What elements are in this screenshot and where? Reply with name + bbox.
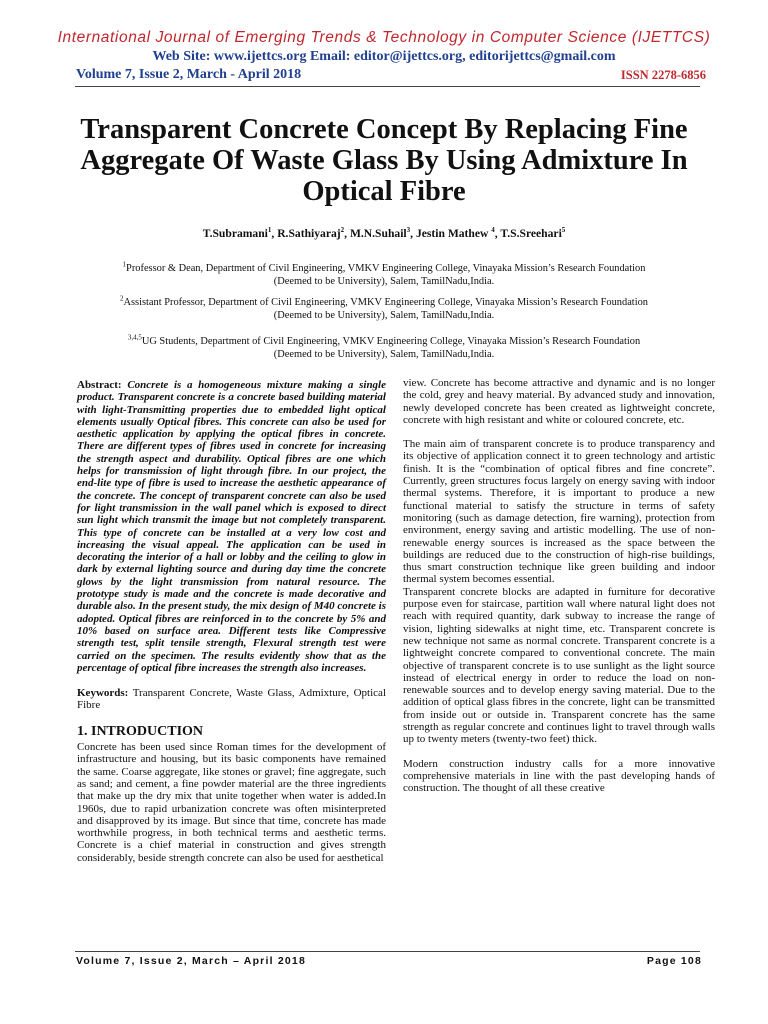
- author-sup: 1: [267, 226, 272, 235]
- author-name: T.Subramani: [202, 227, 268, 240]
- author-name: R.Sathiyaraj: [277, 227, 341, 240]
- affiliation-text-line2: (Deemed to be University), Salem, TamilNadu,India.: [273, 310, 495, 321]
- journal-website: Web Site: www.ijettcs.org Email: editor@ijettcs.org, editorijettcs@gmail.com: [152, 49, 616, 64]
- footer-rule: [75, 951, 700, 952]
- journal-name: International Journal of Emerging Trends & Technology in Computer Science (IJETTCS): [57, 29, 711, 46]
- body-paragraph: The main aim of transparent concrete is to produce transparency and its objective of application connect it to green technology and artistic finish. It is the “combination of optical fibres and fine concrete”. Currently, green structures focus largely on energy saving with indoor thermal systems. Therefore, it is important to produce a new functional material to satisfy the structure in terms of safety monitoring (such as damage detection, fire warning), protection from environment, energy saving and artistic modelling. The use of non- renewable energy sources is increased as the space between the buildings are reduced due to the construction of high-rise buildings, thus smart construction technique like green building and indoor thermal system becomes essential.: [403, 438, 715, 586]
- author-sup: 5: [561, 226, 566, 235]
- page-number: Page 108: [646, 955, 702, 967]
- issn: ISSN 2278-6856: [620, 68, 706, 82]
- author-sup: 3: [406, 226, 411, 235]
- affiliation-sup: 2: [120, 294, 124, 303]
- left-column: [77, 379, 386, 864]
- affiliation: [80, 296, 688, 322]
- keywords-text: Transparent Concrete, Waste Glass, Admixture, Optical Fibre: [77, 687, 386, 712]
- author-name: T.S.Sreehari: [500, 227, 562, 240]
- affiliation: [80, 262, 688, 288]
- right-column: [403, 377, 715, 795]
- author-sup: 2: [340, 226, 345, 235]
- author-sup: 4: [491, 226, 495, 235]
- author-list: T.Subramani$^1$, R.Sathiyaraj$^2$, M.N.Suhail$^3$, Jestin Mathew $^4$, T.S.Sreehari$^5$: [202, 226, 566, 240]
- keywords: [77, 687, 386, 712]
- intro-paragraph: Concrete has been used since Roman times for the development of infrastructure and housing, but its basic components have remained the same. Coarse aggregate, like stones or gravel; fine aggregate, such as sand; and cement, a fine powder material are the three ingredients that make up the dry mix that unite together when water is added.In 1960s, due to rapid urbanization concrete was often misinterpreted and disapproved by its image. But since that time, concrete has made worthwhile progress, in both technical terms and aesthetic terms. Concrete is a chief material in construction and gives strength considerably, beside strength concrete can also be used for aesthetical: [77, 741, 386, 864]
- keywords-label: Keywords:: [77, 687, 129, 700]
- affiliation-sup: 3,4,5: [127, 333, 142, 342]
- body-paragraph: Transparent concrete blocks are adapted in furniture for decorative purpose even for staircase, partition wall where natural light does not reach with required quantity, dark subway to increase the range of vision, lighting sidewalks at night time, etc. Transparent concrete is new technique not same as normal concrete. Transparent concrete is a lightweight concrete compared to conventional concrete. The main objective of transparent concrete is to use sunlight as the light source instead of electrical energy in order to reduce the load on non- renewable sources and to develop energy saving material. Due to the addition of optical glass fibres in the concrete, light can be transmitted from inside out or outside in. Transparent concrete has the same strength as regular concrete and continues light to travel through walls up to twenty meters (twenty-two feet) thick.: [403, 585, 715, 746]
- header-rule: [75, 86, 700, 87]
- paper-title: Transparent Concrete Concept By Replacing Fine Aggregate Of Waste Glass By Using Admixture In Optical Fibre: [80, 114, 688, 207]
- body-paragraph: view. Concrete has become attractive and dynamic and is no longer the cold, grey and heavy material. By advanced study and innovation, newly developed concrete has been created as lightweight concrete, concrete with high resistant and white or coloured concrete, etc.: [403, 377, 715, 426]
- body-paragraph: Modern construction industry calls for a more innovative comprehensive materials in line with the past developing hands of construction. The thought of all these creative: [403, 757, 715, 795]
- abstract-label: Abstract:: [77, 379, 122, 391]
- affiliation-text: Professor & Dean, Department of Civil Engineering, VMKV Engineering College, Vinayaka Mission’s Research Foundation: [126, 263, 646, 274]
- footer-volume: Volume 7, Issue 2, March – April 2018: [76, 955, 306, 967]
- author-name: Jestin Mathew: [415, 227, 492, 240]
- affiliation-text-line2: (Deemed to be University), Salem, TamilNadu,India.: [273, 349, 495, 360]
- section-heading-introduction: 1. INTRODUCTION: [77, 723, 204, 739]
- volume-info: Volume 7, Issue 2, March - April 2018: [76, 67, 302, 82]
- author-name: M.N.Suhail: [349, 227, 407, 240]
- abstract: [77, 379, 386, 674]
- abstract-text: Concrete is a homogeneous mixture making a single product. Transparent concrete is a concrete based building material with light-Transmitting properties due to embedded light optical elements usually Optical fibres. This concrete can also be used for aesthetic application by applying the optical fibres in concrete. There are different types of fibres used in concrete for increasing the strength aspect and durability. Optical fibres are one which helps for transmission of light through fibre. In our project, the end-lite type of fibre is used to increase the aesthetic appearance of the concrete. The concept of transparent concrete can also be used for light transmission in the wall panel which is exposed to direct sun light which transmit the image but not completely transparent. This type of concrete can be installed at a very low cost and increasing the visual appeal. The application can be used in decorating the interior of a hall or lobby and the ceiling to glow in dark by external lighting source and during day time the concrete glows by the light transmission from natural resource. The prototype study is made and the concrete is made decorative and durable also. In the present study, the mix design of M40 concrete is adopted. Optical fibres are reinforced in to the concrete by 5% and 10% based on surface area. Different tests like Compressive strength test, split tensile strength, Flexural strength test were carried on the specimen. The results evidently show that as the percentage of optical fibre increases the strength also increases.: [77, 379, 386, 674]
- affiliation: [80, 335, 688, 361]
- affiliation-text: UG Students, Department of Civil Engineering, VMKV Engineering College, Vinayaka Mission’s Research Foundation: [141, 336, 641, 347]
- affiliation-text-line2: (Deemed to be University), Salem, TamilNadu,India.: [273, 276, 495, 287]
- affiliation-text: Assistant Professor, Department of Civil Engineering, VMKV Engineering College, Vinayaka Mission’s Research Foundation: [123, 297, 648, 308]
- affiliation-sup: 1: [122, 260, 127, 269]
